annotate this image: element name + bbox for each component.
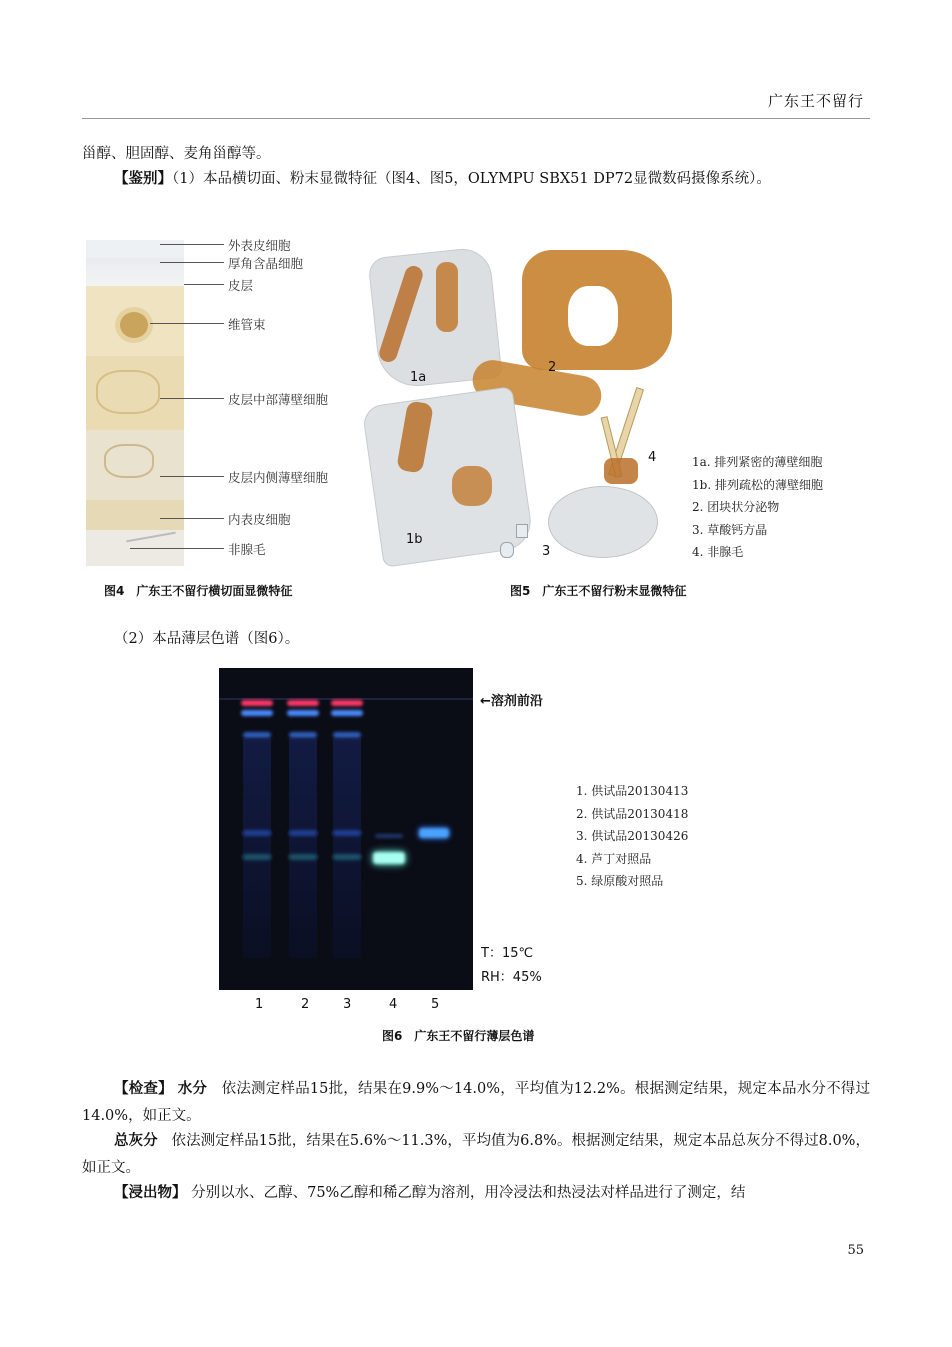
fig4-label: 非腺毛 (228, 542, 266, 557)
ash-text: 依法测定样品15批，结果在5.6%～11.3%，平均值为6.8%。根据测定结果，规定本品总灰分不得过8.0%，如正文。 (82, 1133, 870, 1176)
fig5-legend-item: 1b. 排列疏松的薄壁细胞 (692, 477, 823, 492)
lane-number: 4 (389, 997, 398, 1012)
fig4-caption: 图4 广东王不留行横切面显微特征 (104, 584, 293, 598)
fig6-legend (576, 780, 688, 893)
identify-text: （1）本品横切面、粉末显微特征（图4、图5，OLYMPU SBX51 DP72显微数码摄像系统）。 (172, 171, 771, 187)
fig4-leader (160, 244, 224, 245)
fig6-caption: 图6 广东王不留行薄层色谱 (382, 1029, 535, 1043)
fig5-tag: 1b (406, 532, 423, 547)
ash-label: 总灰分 (114, 1133, 158, 1149)
fig4-label: 外表皮细胞 (228, 238, 291, 253)
lane-number: 5 (431, 997, 440, 1012)
fig5-legend-item: 4. 非腺毛 (692, 545, 744, 559)
header-rule (82, 118, 870, 119)
fig6-legend-item: 2. 供试品20130418 (576, 806, 689, 821)
fig4-leader (160, 262, 224, 263)
water-label: 水分 (177, 1081, 208, 1097)
temperature-label: T：15℃ (481, 946, 534, 961)
section-label-extract: 【浸出物】 (114, 1185, 187, 1201)
fig5-legend-item: 2. 团块状分泌物 (692, 500, 780, 514)
tlc-intro (82, 626, 870, 653)
fig5-tag: 1a (410, 370, 427, 385)
fig6-legend-item: 5. 绿原酸对照品 (576, 874, 664, 888)
ash-paragraph (82, 1128, 870, 1182)
fig5-micrograph (372, 246, 682, 566)
fig5-tag: 3 (542, 544, 551, 559)
fig4-label: 内表皮细胞 (228, 512, 291, 527)
water-text: 依法测定样品15批，结果在9.9%～14.0%，平均值为12.2%。根据测定结果，规定本品水分不得过14.0%，如正文。 (82, 1081, 871, 1124)
tlc-plate (219, 668, 473, 990)
fig5-tag: 2 (548, 360, 557, 375)
paragraph-continued (82, 141, 870, 168)
extract-paragraph (82, 1180, 870, 1207)
fig4-leader (160, 476, 224, 477)
page-number: 55 (847, 1243, 864, 1258)
check-paragraph (82, 1076, 870, 1130)
fig4-leader (184, 284, 224, 285)
extract-text: 分别以水、乙醇、75%乙醇和稀乙醇为溶剂，用冷浸法和热浸法对样品进行了测定，结 (191, 1185, 746, 1201)
fig4-leader (130, 548, 224, 549)
lane-number: 2 (301, 997, 310, 1012)
lane-number: 3 (343, 997, 352, 1012)
fig4-leader (160, 518, 224, 519)
solvent-front-label: ←溶剂前沿 (480, 694, 543, 709)
fig4-leader (160, 398, 224, 399)
section-label-check: 【检查】 (114, 1081, 173, 1097)
fig5-tag: 4 (648, 450, 657, 465)
fig6-legend-item: 1. 供试品20130413 (576, 784, 689, 798)
running-header: 广东王不留行 (767, 92, 864, 110)
humidity-label: RH：45% (481, 970, 542, 985)
fig5-legend-item: 1a. 排列紧密的薄壁细胞 (692, 455, 823, 469)
fig6-legend-item: 3. 供试品20130426 (576, 829, 689, 843)
fig4-label: 皮层 (228, 278, 254, 293)
section-label-identify: 【鉴别】 (114, 171, 172, 187)
lane-number: 1 (255, 997, 264, 1012)
fig4-leader (150, 323, 224, 324)
tlc-intro-text: （2）本品薄层色谱（图6）。 (114, 631, 300, 647)
fig6-legend-item: 4. 芦丁对照品 (576, 851, 652, 866)
paragraph-text: 甾醇、胆固醇、麦角甾醇等。 (82, 146, 271, 162)
fig5-legend (692, 451, 823, 564)
identify-paragraph (82, 166, 870, 193)
fig5-caption: 图5 广东王不留行粉末显微特征 (510, 584, 687, 598)
fig5-legend-item: 3. 草酸钙方晶 (692, 522, 768, 537)
fig4-label: 皮层中部薄壁细胞 (228, 392, 329, 407)
fig4-label: 维管束 (228, 317, 266, 332)
fig4-label: 皮层内侧薄壁细胞 (228, 470, 329, 485)
fig4-label: 厚角含晶细胞 (228, 256, 304, 271)
